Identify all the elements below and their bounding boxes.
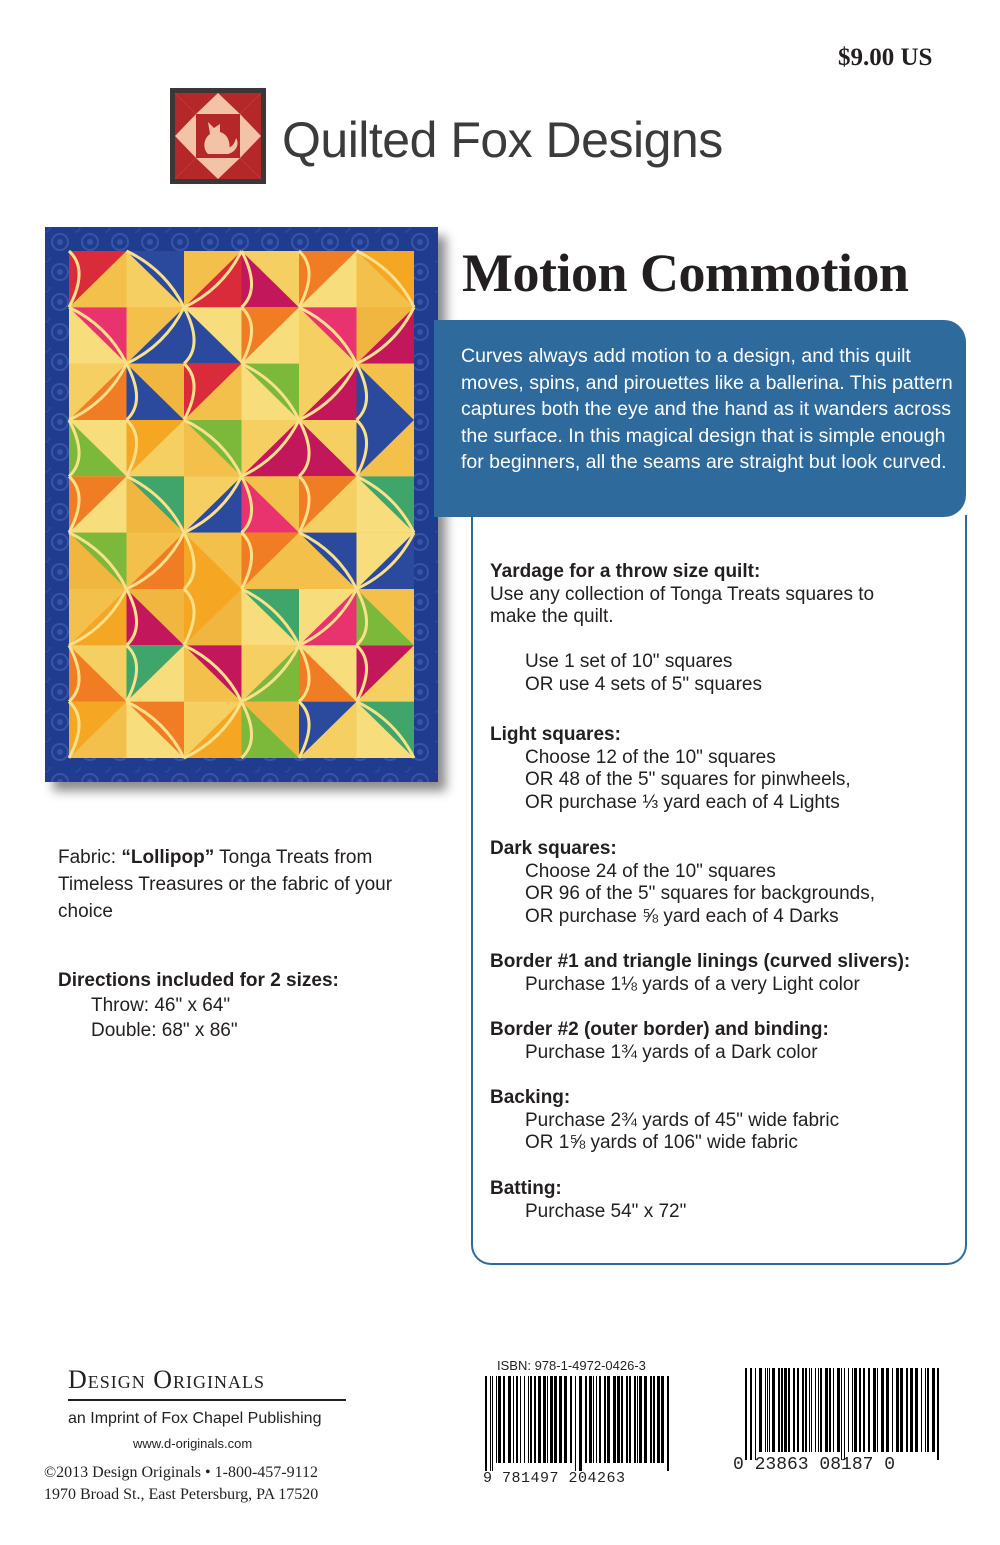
barcode-bar [844, 1368, 845, 1460]
requirement-light [490, 724, 960, 815]
barcode-bar [644, 1376, 647, 1463]
barcode-bar [765, 1368, 766, 1452]
barcode-bar [755, 1368, 756, 1460]
barcode-bar [881, 1368, 884, 1452]
requirement-line: Purchase 1⅛ yards of a very Light color [525, 973, 860, 995]
barcode-bar [793, 1368, 795, 1452]
barcode-bar [621, 1376, 623, 1463]
barcode-bar [653, 1376, 655, 1463]
barcode-bar [868, 1368, 870, 1452]
barcode-bar [772, 1368, 775, 1452]
publisher-website: www.d-originals.com [133, 1436, 253, 1451]
barcode-bar [781, 1368, 783, 1452]
barcode-bar [927, 1368, 929, 1452]
requirement-heading: Border #2 (outer border) and binding: [490, 1019, 829, 1040]
barcode-bar [629, 1376, 631, 1463]
barcode-bar [607, 1376, 610, 1463]
requirement-line: Choose 12 of the 10" squares [525, 746, 776, 768]
requirement-backing [490, 1087, 960, 1155]
barcode-bar [937, 1368, 939, 1460]
requirement-line: Choose 24 of the 10" squares [525, 860, 776, 882]
barcode-bar [906, 1368, 908, 1452]
barcode-bar [604, 1376, 606, 1463]
pattern-description: Curves always add motion to a design, and this quilt moves, spins, and pirouettes like a ballerina. This pattern captures both the eye and the hand as it wanders across the surface. In this magical design that is simple enough for beginners, all the seams are straight but look curved. [461, 345, 953, 474]
barcode-icon [483, 1376, 673, 1471]
barcode-bar [508, 1376, 511, 1463]
barcode-bar [637, 1376, 638, 1463]
barcode-bar [811, 1368, 812, 1452]
barcode-bar [599, 1376, 601, 1463]
publisher-divider [68, 1399, 346, 1401]
barcode-bar [626, 1376, 628, 1463]
barcode-bar [585, 1376, 587, 1463]
barcode-bar [516, 1376, 518, 1463]
barcode-bar [802, 1368, 804, 1452]
barcode-bar [589, 1376, 592, 1463]
barcode-bar [554, 1376, 557, 1463]
requirement-batting [490, 1178, 960, 1223]
barcode-bar [900, 1368, 903, 1452]
publisher-imprint: an Imprint of Fox Chapel Publishing [68, 1410, 322, 1427]
barcode-bar [570, 1376, 572, 1463]
barcode-bar [815, 1368, 816, 1452]
size-item: Double: 68" x 86" [91, 1020, 238, 1041]
barcode-bar [564, 1376, 567, 1463]
barcode-bar [634, 1376, 636, 1463]
barcode-bar [829, 1368, 831, 1452]
fox-star-block-icon [170, 88, 266, 184]
barcode-bar [593, 1376, 594, 1463]
barcode-bar [825, 1368, 828, 1452]
requirement-yardage [490, 561, 960, 697]
barcode-bar [859, 1368, 861, 1452]
isbn-label: ISBN: 978-1-4972-0426-3 [497, 1358, 646, 1373]
barcode-bar [498, 1376, 501, 1463]
barcode-bar [559, 1376, 562, 1463]
brand-name: Quilted Fox Designs [282, 112, 723, 168]
barcode-bar [877, 1368, 878, 1452]
barcode-bar [534, 1376, 536, 1463]
barcode-bar [778, 1368, 780, 1452]
barcode-bar [657, 1376, 660, 1463]
address-line: 1970 Broad St., East Petersburg, PA 17520 [44, 1486, 319, 1503]
barcode-bar [863, 1368, 865, 1452]
barcode-bar [925, 1368, 926, 1452]
sizes-heading: Directions included for 2 sizes: [58, 970, 339, 991]
barcode-bar [805, 1368, 807, 1452]
requirement-heading: Border #1 and triangle linings (curved slivers): [490, 951, 911, 972]
barcode-bar [837, 1368, 840, 1452]
requirement-heading: Batting: [490, 1178, 562, 1199]
barcode-bar [896, 1368, 899, 1452]
publisher-contact [44, 1462, 318, 1506]
requirement-heading: Yardage for a throw size quilt: [490, 561, 761, 582]
barcode-bar [661, 1376, 664, 1463]
barcode-bar [650, 1376, 652, 1463]
requirement-line: Purchase 2¾ yards of 45" wide fabric [525, 1109, 840, 1131]
requirement-intro: make the quilt. [490, 606, 614, 628]
barcode-bar [617, 1376, 620, 1463]
barcode-bar [921, 1368, 922, 1452]
requirement-line: Purchase 54" x 72" [525, 1200, 687, 1222]
barcode-bar [797, 1368, 799, 1452]
barcode-bar [915, 1368, 918, 1452]
barcode-bar [613, 1376, 616, 1463]
barcode-bar [788, 1368, 790, 1452]
barcode-bar [528, 1376, 529, 1463]
barcode-bar [854, 1368, 857, 1452]
requirement-line: OR purchase ⅓ yard each of 4 Lights [525, 792, 840, 814]
fabric-note [58, 844, 403, 925]
barcode-bar [575, 1376, 576, 1471]
requirement-heading: Backing: [490, 1087, 571, 1108]
barcode-bar [639, 1376, 642, 1463]
requirement-line: Purchase 1¾ yards of a Dark color [525, 1041, 818, 1063]
barcode-bar [759, 1368, 762, 1452]
barcode-bar [485, 1376, 487, 1471]
barcode-bar [841, 1368, 842, 1460]
requirement-line: Use 1 set of 10" squares [525, 651, 733, 673]
barcode-bar [490, 1376, 491, 1471]
barcode-bar [543, 1376, 546, 1463]
barcode-bar [524, 1376, 525, 1463]
barcode-bar [667, 1376, 669, 1471]
publisher-name: Design Originals [68, 1365, 266, 1394]
barcode-bar [550, 1376, 553, 1463]
requirement-border-1 [490, 951, 960, 996]
requirement-intro: Use any collection of Tonga Treats squares to [490, 583, 875, 605]
barcode-bar [833, 1368, 834, 1452]
barcode-bar [809, 1368, 810, 1452]
barcode-bar [910, 1368, 913, 1452]
requirement-border-2 [490, 1019, 960, 1064]
requirement-line: OR 96 of the 5" squares for backgrounds, [525, 883, 875, 905]
barcode-bar [538, 1376, 541, 1463]
barcode-bar [852, 1368, 853, 1452]
requirement-line: OR 48 of the 5" squares for pinwheels, [525, 769, 851, 791]
requirement-heading: Dark squares: [490, 838, 617, 859]
barcode-bar [745, 1368, 747, 1460]
barcode-bar [520, 1376, 521, 1463]
barcode-bar [848, 1368, 849, 1452]
barcode-bar [820, 1368, 822, 1452]
requirement-heading: Light squares: [490, 724, 621, 745]
requirement-dark [490, 838, 960, 929]
price-label: $9.00 US [838, 44, 933, 71]
barcode-bar [886, 1368, 889, 1452]
barcode-bar [892, 1368, 893, 1452]
barcode-bar [496, 1376, 497, 1463]
barcode-bar [932, 1368, 935, 1452]
barcode-bar [873, 1368, 876, 1452]
barcode-icon [743, 1368, 943, 1460]
barcode-bar [769, 1368, 770, 1452]
barcode-bar [492, 1376, 493, 1471]
barcode-bar [503, 1376, 505, 1463]
barcode-bar [530, 1376, 532, 1463]
sizes-list [58, 968, 339, 1043]
barcode-bar [547, 1376, 548, 1463]
size-item: Throw: 46" x 64" [91, 995, 231, 1016]
requirement-line: OR purchase ⅝ yard each of 4 Darks [525, 906, 839, 928]
fabric-source: Tonga Treats from Timeless Treasures or the fabric of your choice [58, 847, 393, 922]
barcode-bar [818, 1368, 819, 1452]
copyright-line: ©2013 Design Originals • 1-800-457-9112 [44, 1464, 319, 1481]
barcode-bar [579, 1376, 582, 1471]
fabric-name: “Lollipop” [121, 847, 215, 868]
requirement-line: OR use 4 sets of 5" squares [525, 673, 762, 695]
barcode-bar [513, 1376, 514, 1463]
requirement-line: OR 1⅝ yards of 106" wide fabric [525, 1132, 798, 1154]
pattern-title: Motion Commotion [462, 243, 909, 303]
upc-digits: 0 23863 08187 0 [733, 1455, 896, 1475]
pinwheel-quilt-photo [45, 227, 438, 782]
isbn-digits: 9 781497 204263 [483, 1470, 626, 1487]
barcode-bar [750, 1368, 752, 1460]
fabric-label: Fabric: [58, 847, 122, 868]
barcode-bar [767, 1368, 768, 1452]
barcode-bar [596, 1376, 597, 1463]
barcode-bar [784, 1368, 787, 1452]
